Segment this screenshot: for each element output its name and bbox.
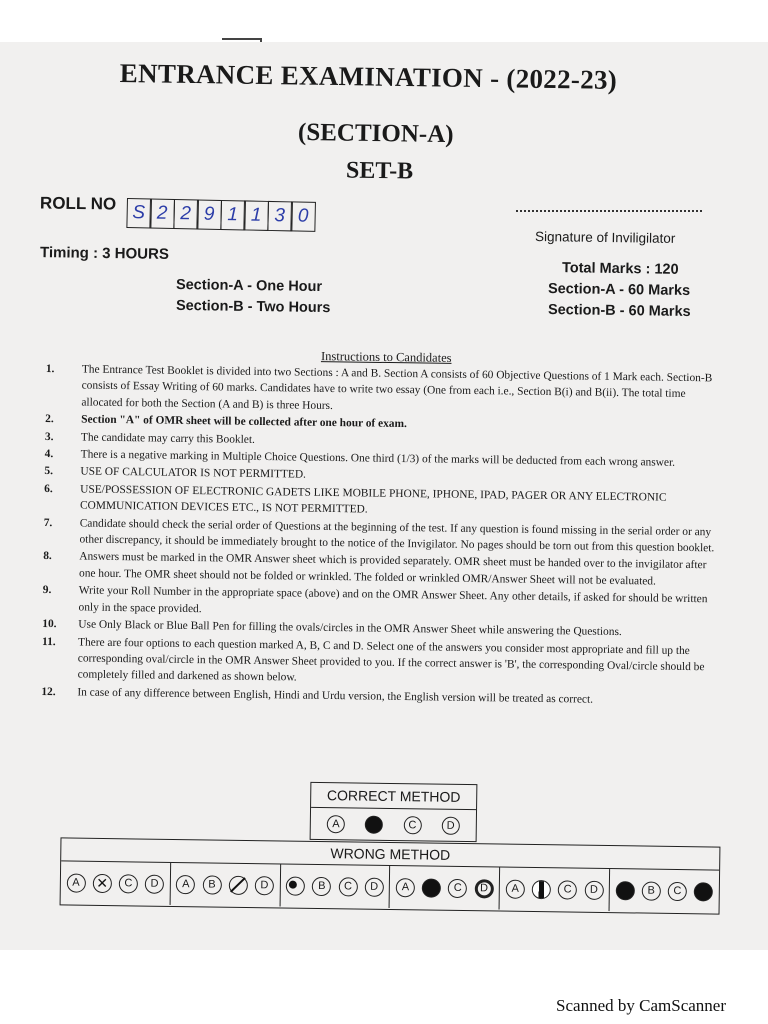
wrong-example-multiple bbox=[390, 866, 500, 910]
omr-bubble-a: A bbox=[327, 815, 345, 833]
signature-line bbox=[516, 210, 702, 212]
instruction-item bbox=[45, 361, 718, 420]
marks-section-b: Section-B - 60 Marks bbox=[547, 302, 691, 320]
wrong-example-double bbox=[610, 869, 719, 913]
signature-label: Signature of Inviligilator bbox=[534, 229, 676, 246]
instructions-list bbox=[41, 361, 718, 710]
roll-digit: 1 bbox=[220, 200, 246, 231]
omr-bubble-d: D bbox=[145, 874, 164, 893]
omr-bubble-partial bbox=[286, 876, 305, 895]
omr-bubble-a: A bbox=[506, 879, 525, 898]
omr-bubble-half-filled bbox=[532, 879, 551, 898]
roll-digit: 2 bbox=[173, 199, 199, 230]
omr-bubble-c: C bbox=[558, 880, 577, 899]
wrong-example-slash bbox=[170, 863, 280, 907]
omr-bubble-d: D bbox=[442, 816, 460, 834]
wrong-example-cross bbox=[61, 861, 171, 905]
omr-bubble-a: A bbox=[396, 878, 415, 897]
roll-no-boxes bbox=[127, 198, 316, 232]
correct-method-box bbox=[310, 782, 478, 842]
instruction-number: 7. bbox=[43, 516, 53, 529]
section-heading: (SECTION-A) bbox=[297, 118, 454, 149]
instruction-text: The Entrance Test Booklet is divided into two Sections : A and B. Section A consists of 60 Objective Questions of 1 Mark each. Section-B consists of Essay Writing of 60 marks. Candidates have to write two essay (One from each i.e., Section B(i) and B(ii). The total time allocated for both the Section (A and B) is three Hours. bbox=[81, 363, 713, 412]
instruction-number: 2. bbox=[45, 413, 54, 426]
omr-bubble-filled bbox=[422, 878, 441, 897]
instructions-title: Instructions to Candidates bbox=[320, 349, 452, 365]
roll-digit: 0 bbox=[290, 201, 316, 232]
wrong-example-dot bbox=[280, 864, 390, 908]
roll-digit: 3 bbox=[267, 201, 293, 232]
wrong-method-box bbox=[60, 837, 721, 914]
timing-label: Timing : 3 HOURS bbox=[39, 244, 170, 263]
instruction-text: The candidate may carry this Booklet. bbox=[80, 431, 255, 446]
timing-section-a: Section-A - One Hour bbox=[175, 276, 323, 296]
omr-bubble-d: D bbox=[584, 880, 603, 899]
omr-bubble-c: C bbox=[668, 881, 687, 900]
instruction-number: 1. bbox=[45, 362, 55, 376]
marks-section-a: Section-A - 60 Marks bbox=[547, 281, 691, 299]
omr-bubble-b: B bbox=[312, 876, 331, 895]
instruction-number: 9. bbox=[42, 584, 52, 597]
omr-bubble-a: A bbox=[176, 875, 195, 894]
omr-bubble-slashed bbox=[229, 875, 248, 894]
instruction-number: 6. bbox=[44, 482, 53, 495]
roll-digit: 9 bbox=[196, 199, 222, 230]
correct-method-title: CORRECT METHOD bbox=[311, 783, 476, 810]
scanner-watermark: Scanned by CamScanner bbox=[556, 996, 726, 1015]
omr-bubble-b: B bbox=[642, 881, 661, 900]
total-marks: Total Marks : 120 bbox=[561, 260, 679, 278]
instruction-number: 11. bbox=[41, 635, 56, 648]
omr-bubble-c: C bbox=[403, 816, 421, 834]
omr-bubble-filled bbox=[365, 815, 383, 833]
instruction-item bbox=[42, 633, 715, 692]
timing-section-b: Section-B - Two Hours bbox=[175, 297, 331, 317]
instruction-text: Use Only Black or Blue Ball Pen for filling the ovals/circles in the OMR Answer Sheet while answering the Questions. bbox=[78, 618, 622, 639]
instruction-number: 5. bbox=[44, 465, 54, 478]
instruction-text: USE OF CALCULATOR IS NOT PERMITTED. bbox=[80, 465, 307, 482]
instruction-number: 4. bbox=[44, 448, 54, 461]
instruction-text: There are four options to each question marked A, B, C and D. Select one of the answers you consider most appropriate and fill up the corresponding oval/circle in the OMR Answer Sheet provided to you. If the correct answer is 'B', the corresponding Oval/circle should be completely filled and darkened as shown below. bbox=[77, 635, 705, 684]
wrong-method-examples bbox=[61, 861, 720, 912]
omr-bubble-c: C bbox=[448, 878, 467, 897]
instruction-text: In case of any difference between English, Hindi and Urdu version, the English version will be treated as correct. bbox=[77, 686, 594, 706]
wrong-example-half bbox=[500, 868, 610, 912]
omr-bubble-filled bbox=[615, 881, 634, 900]
instruction-text: USE/POSSESSION OF ELECTRONIC GADETS LIKE MOBILE PHONE, IPHONE, IPAD, PAGER OR ANY ELECTRONIC COMMUNICATION DEVICES ETC., IS NOT PERMITTED. bbox=[79, 483, 667, 516]
instruction-number: 12. bbox=[41, 685, 56, 698]
omr-bubble-crossed bbox=[93, 873, 112, 892]
omr-bubble-d: D bbox=[474, 879, 493, 898]
instruction-text: Section "A" of OMR sheet will be collected after one hour of exam. bbox=[81, 413, 407, 431]
correct-method-bubbles bbox=[311, 808, 476, 841]
roll-digit: 2 bbox=[149, 198, 175, 229]
omr-bubble-filled bbox=[694, 882, 713, 901]
instruction-number: 10. bbox=[42, 618, 57, 631]
omr-bubble-c: C bbox=[338, 877, 357, 896]
omr-bubble-c: C bbox=[119, 874, 138, 893]
top-margin bbox=[0, 0, 768, 42]
instruction-text: There is a negative marking in Multiple Choice Questions. One third (1/3) of the marks will be deducted from each wrong answer. bbox=[80, 448, 676, 469]
instruction-text: Write your Roll Number in the appropriate space (above) and on the OMR Answer Sheet. Any other details, if asked for should be written only in the space provided. bbox=[78, 584, 708, 615]
instruction-text: Candidate should check the serial order of Questions at the beginning of the test. If any question is found missing in the serial order or any other discrepancy, it should be immediately brought to the notice of the Invigilator. No pages should be torn out from this question booklet. bbox=[79, 517, 715, 555]
instruction-text: Answers must be marked in the OMR Answer sheet which is provided separately. OMR sheet must be handed over to the invigilator after one hour. The OMR sheet should not be folded or wrinkled. The folded or wrinkled OMR/Answer Sheet will not be evaluated. bbox=[78, 550, 707, 588]
instruction-number: 3. bbox=[44, 430, 54, 443]
omr-bubble-a: A bbox=[66, 873, 85, 892]
wrong-method-title: WRONG METHOD bbox=[61, 838, 719, 870]
exam-title: ENTRANCE EXAMINATION - (2022-23) bbox=[119, 58, 618, 95]
set-heading: SET-B bbox=[345, 157, 414, 185]
omr-bubble-d: D bbox=[255, 876, 274, 895]
roll-no-label: ROLL NO bbox=[39, 193, 117, 214]
omr-bubble-d: D bbox=[365, 877, 384, 896]
omr-bubble-b: B bbox=[202, 875, 221, 894]
roll-digit: 1 bbox=[243, 200, 269, 231]
roll-digit: S bbox=[126, 198, 152, 229]
instruction-number: 8. bbox=[43, 550, 52, 563]
